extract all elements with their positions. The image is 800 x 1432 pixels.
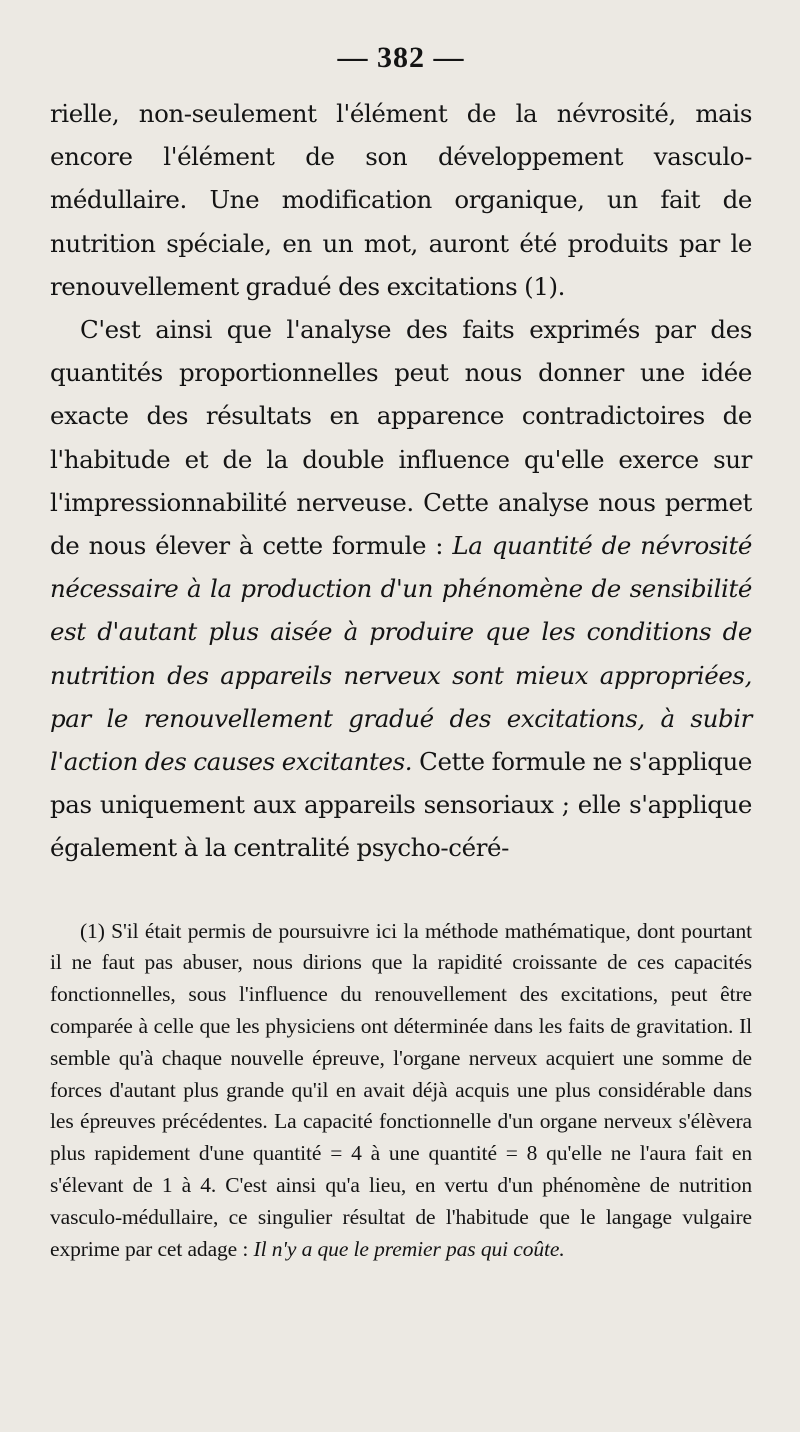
page-number: — 382 —	[337, 41, 465, 74]
paragraph-2	[50, 308, 752, 870]
footnote-1-text: (1) S'il était permis de poursuivre ici la méthode mathématique, dont pourtant il ne faut pas abuser, nous dirions que la rapidité croissante de ces capacités fonctionnelles, sous l'influence du renouvellement des excitations, peut être comparée à celle que les physiciens ont déterminée dans les faits de gravitation. Il semble qu'à chaque nouvelle épreuve, l'organe nerveux acquiert une somme de forces d'autant plus grande qu'il en avait déjà acquis une plus considérable dans les épreuves précédentes. La capacité fonctionnelle d'un organe nerveux s'élèvera plus rapidement d'une quantité = 4 à une quantité = 8 qu'elle ne l'aura fait en s'élevant de 1 à 4. C'est ainsi qu'a lieu, en vertu d'un phénomène de nutrition vasculo-médullaire, ce singulier résultat de l'habitude que le langage vulgaire exprime par cet adage :	[50, 918, 752, 1261]
paragraph-2-text-before: C'est ainsi que l'analyse des faits exprimés par des quantités proportionnelles peut nous donner une idée exacte des résultats en apparence contradictoires de l'habitude et de la double influence qu'elle exerce sur l'impressionnabilité nerveuse. Cette analyse nous permet de nous élever à cette formule :	[50, 315, 752, 561]
main-text	[50, 92, 752, 870]
footnote-1-italic-adage: Il n'y a que le premier pas qui coûte.	[253, 1236, 565, 1261]
paragraph-2-text-after: Cette formule ne s'applique pas uniquement aux appareils sensoriaux ; elle s'applique également à la centralité psycho-céré-	[50, 747, 752, 863]
paragraph-1: rielle, non-seulement l'élément de la névrosité, mais encore l'élément de son développement vasculo-médullaire. Une modification organique, un fait de nutrition spéciale, en un mot, auront été produits par le renouvellement gradué des excitations (1).	[50, 99, 752, 301]
footnote-section	[50, 916, 752, 1266]
paragraph-2-italic-formula: La quantité de névrosité nécessaire à la production d'un phénomène de sensibilité est d'autant plus aisée à produire que les conditions de nutrition des appareils nerveux sont mieux appropriées, par le renouvellement gradué des excitations, à subir l'action des causes excitantes.	[50, 531, 753, 777]
footnote-1	[50, 916, 752, 1266]
